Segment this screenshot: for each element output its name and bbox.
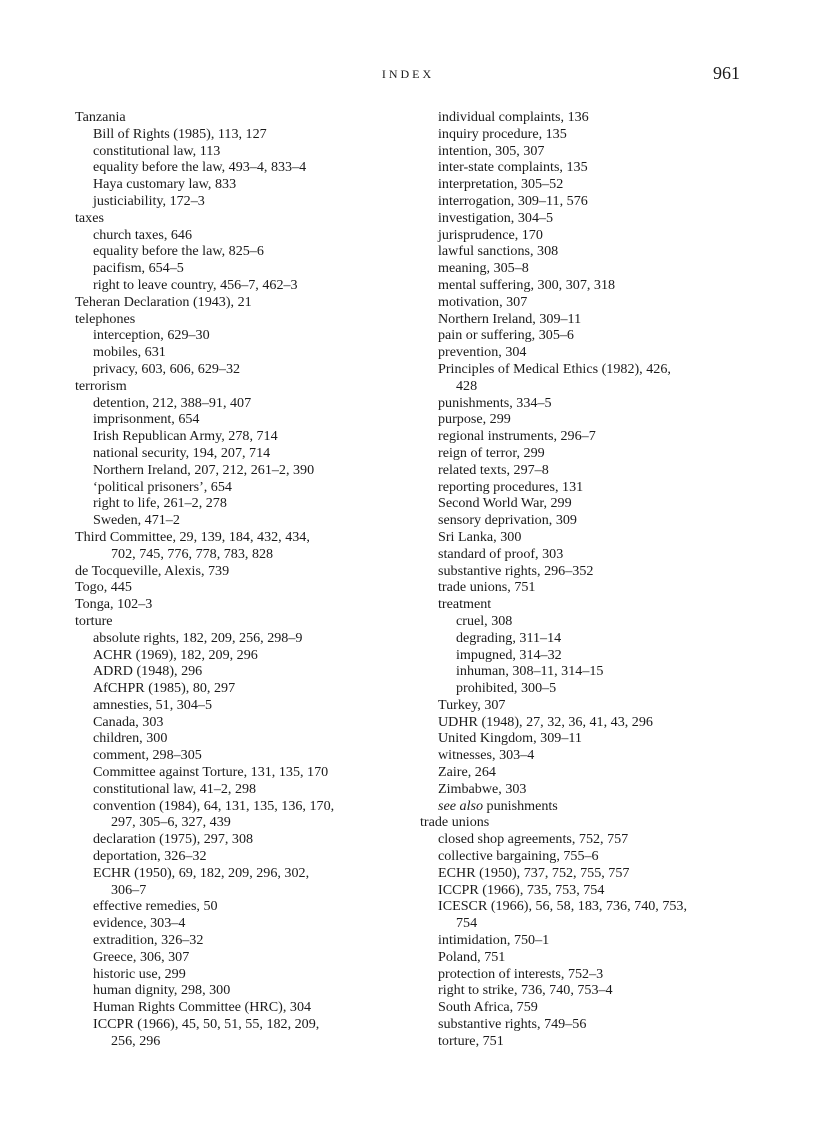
index-subentry: Haya customary law, 833 [93,176,237,193]
index-heading: torture [75,612,113,629]
index-heading: Togo, 445 [75,579,132,596]
index-subentry: human dignity, 298, 300 [93,982,231,999]
index-subentry: Sri Lanka, 300 [438,528,522,545]
index-continuation: impugned, 314–32 [456,646,562,663]
index-subentry: United Kingdom, 309–11 [438,730,582,747]
index-subentry: Greece, 306, 307 [93,948,190,965]
index-heading: Teheran Declaration (1943), 21 [75,293,252,310]
index-subentry: children, 300 [93,730,168,747]
index-subentry: investigation, 304–5 [438,209,554,226]
index-subentry: Second World War, 299 [438,495,572,512]
index-subentry: detention, 212, 388–91, 407 [93,394,252,411]
index-subentry: ICESCR (1966), 56, 58, 183, 736, 740, 753, [438,898,687,915]
page-number: 961 [713,63,740,83]
index-continuation: 754 [456,915,478,932]
index-continuation: inhuman, 308–11, 314–15 [456,663,604,680]
index-subentry: ADRD (1948), 296 [93,663,203,680]
index-subentry: church taxes, 646 [93,226,193,243]
index-subentry: Bill of Rights (1985), 113, 127 [93,125,267,142]
index-subentry: prevention, 304 [438,344,527,361]
index-subentry: extradition, 326–32 [93,932,204,949]
index-subentry: closed shop agreements, 752, 757 [438,831,629,848]
index-subentry: torture, 751 [438,1032,504,1049]
index-subentry: deportation, 326–32 [93,848,207,865]
index-subentry: right to leave country, 456–7, 462–3 [93,276,298,293]
index-subentry: justiciability, 172–3 [93,192,205,209]
index-subentry: mental suffering, 300, 307, 318 [438,276,616,293]
index-subentry: Turkey, 307 [438,696,506,713]
index-subentry: related texts, 297–8 [438,461,549,478]
index-subentry: Northern Ireland, 309–11 [438,310,582,327]
index-subentry: reporting procedures, 131 [438,478,584,495]
index-subentry: right to life, 261–2, 278 [93,495,227,512]
index-subentry: declaration (1975), 297, 308 [93,831,254,848]
index-subentry: reign of terror, 299 [438,444,545,461]
index-subentry: inter-state complaints, 135 [438,159,588,176]
index-subentry: Poland, 751 [438,948,506,965]
index-heading: Third Committee, 29, 139, 184, 432, 434, [75,528,310,545]
index-subentry: witnesses, 303–4 [438,747,535,764]
index-subentry: privacy, 603, 606, 629–32 [93,360,241,377]
index-subentry: mobiles, 631 [93,344,166,361]
index-heading: de Tocqueville, Alexis, 739 [75,562,230,579]
index-subentry: intimidation, 750–1 [438,932,550,949]
index-subentry: substantive rights, 749–56 [438,1016,587,1033]
index-subentry: Principles of Medical Ethics (1982), 426, [438,360,671,377]
index-subentry: individual complaints, 136 [438,109,589,125]
index-subentry: Human Rights Committee (HRC), 304 [93,999,312,1016]
index-subentry: AfCHPR (1985), 80, 297 [93,680,236,697]
index-subentry: South Africa, 759 [438,999,538,1016]
index-subentry: UDHR (1948), 27, 32, 36, 41, 43, 296 [438,713,653,730]
index-continuation: 256, 296 [111,1032,161,1049]
index-subentry: interpretation, 305–52 [438,176,564,193]
index-subentry: comment, 298–305 [93,747,202,764]
index-heading: trade unions [420,814,490,831]
cross-reference-target: punishments [483,797,558,814]
index-subentry: punishments, 334–5 [438,394,552,411]
index-subentry: Zimbabwe, 303 [438,780,527,797]
index-continuation: 428 [456,377,478,394]
index-subentry: inquiry procedure, 135 [438,125,567,142]
page-header [0,63,816,87]
index-column-left [75,109,420,1050]
index-continuation: cruel, 308 [456,612,513,629]
index-subentry [438,798,760,815]
index-subentry: Irish Republican Army, 278, 714 [93,428,278,445]
index-continuation: prohibited, 300–5 [456,680,557,697]
index-subentry: evidence, 303–4 [93,915,186,932]
index-subentry: ‘political prisoners’, 654 [93,478,232,495]
index-subentry: Zaire, 264 [438,764,496,781]
index-subentry: interception, 629–30 [93,327,210,344]
index-subentry: constitutional law, 113 [93,142,221,159]
index-continuation: 306–7 [111,881,147,898]
index-subentry: amnesties, 51, 304–5 [93,696,212,713]
index-heading: Tonga, 102–3 [75,596,153,613]
index-subentry: regional instruments, 296–7 [438,428,596,445]
index-subentry: Committee against Torture, 131, 135, 170 [93,764,329,781]
index-subentry: imprisonment, 654 [93,411,200,428]
index-subentry: interrogation, 309–11, 576 [438,192,588,209]
index-subentry: treatment [438,596,492,613]
index-subentry: pain or suffering, 305–6 [438,327,574,344]
index-subentry: equality before the law, 493–4, 833–4 [93,159,307,176]
index-subentry: national security, 194, 207, 714 [93,444,271,461]
index-subentry: ECHR (1950), 69, 182, 209, 296, 302, [93,864,310,881]
index-subentry: convention (1984), 64, 131, 135, 136, 170, [93,797,335,814]
index-subentry: absolute rights, 182, 209, 256, 298–9 [93,629,303,646]
index-subentry: protection of interests, 752–3 [438,965,604,982]
index-subentry: motivation, 307 [438,293,528,310]
index-subentry: right to strike, 736, 740, 753–4 [438,982,613,999]
index-subentry: jurisprudence, 170 [438,226,543,243]
cross-reference-label: see also [438,797,484,814]
index-continuation: degrading, 311–14 [456,629,562,646]
index-heading: taxes [75,209,104,226]
index-subentry: equality before the law, 825–6 [93,243,264,260]
index-subentry: pacifism, 654–5 [93,260,184,277]
index-subentry: substantive rights, 296–352 [438,562,594,579]
index-subentry: intention, 305, 307 [438,142,545,159]
index-subentry: ICCPR (1966), 735, 753, 754 [438,881,605,898]
index-continuation: 297, 305–6, 327, 439 [111,814,231,831]
index-subentry: collective bargaining, 755–6 [438,848,599,865]
index-continuation: 702, 745, 776, 778, 783, 828 [111,545,274,562]
index-subentry: historic use, 299 [93,965,186,982]
index-subentry: lawful sanctions, 308 [438,243,559,260]
index-subentry: purpose, 299 [438,411,511,428]
index-subentry: standard of proof, 303 [438,545,564,562]
index-heading: telephones [75,310,136,327]
index-subentry: ICCPR (1966), 45, 50, 51, 55, 182, 209, [93,1016,320,1033]
index-subentry: ACHR (1969), 182, 209, 296 [93,646,258,663]
index-subentry: meaning, 305–8 [438,260,529,277]
index-heading: terrorism [75,377,127,394]
index-subentry: Canada, 303 [93,713,164,730]
index-heading: Tanzania [75,109,126,125]
running-head: INDEX [381,67,435,81]
index-subentry: ECHR (1950), 737, 752, 755, 757 [438,864,630,881]
index-subentry: Sweden, 471–2 [93,512,180,529]
index-subentry: sensory deprivation, 309 [438,512,577,529]
index-subentry: trade unions, 751 [438,579,536,596]
index-column-right [420,109,760,1050]
index-subentry: Northern Ireland, 207, 212, 261–2, 390 [93,461,315,478]
index-subentry: effective remedies, 50 [93,898,218,915]
index-subentry: constitutional law, 41–2, 298 [93,780,257,797]
